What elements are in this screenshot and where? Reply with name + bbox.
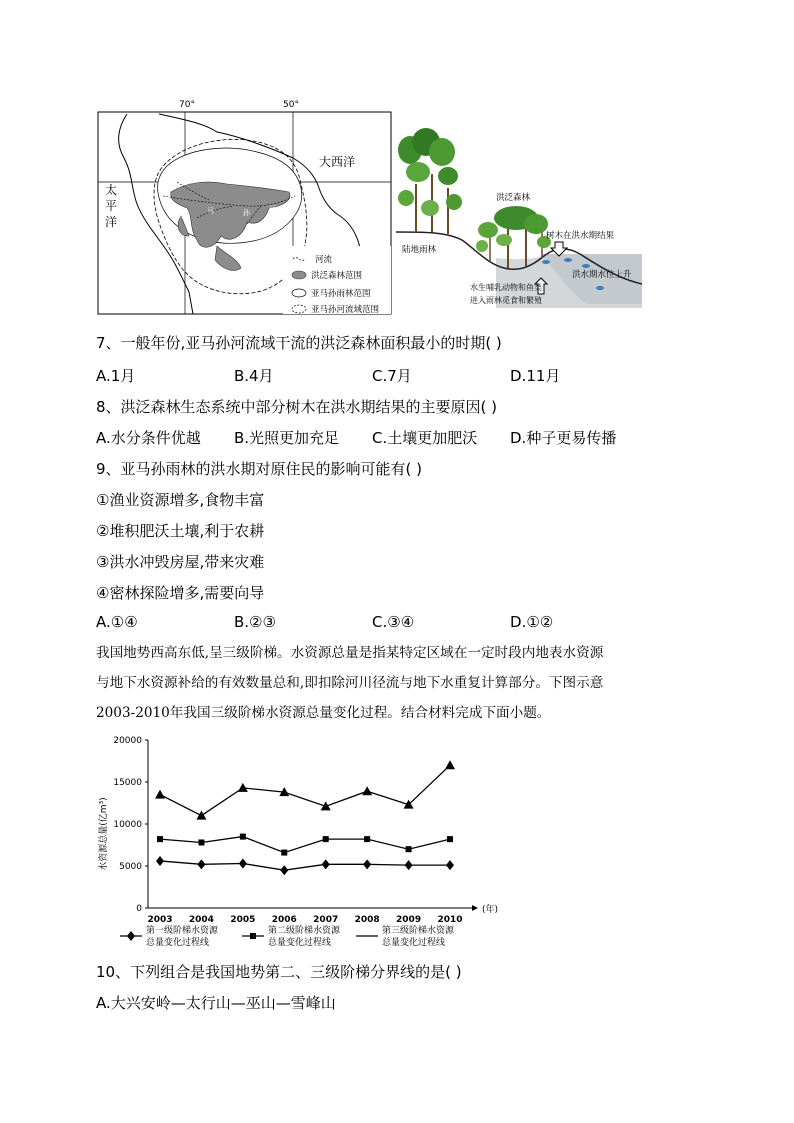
- q9-item-1: ①渔业资源增多,食物丰富: [96, 491, 265, 509]
- triangle-marker: [321, 801, 331, 810]
- triangle-marker: [155, 790, 165, 799]
- q7-option-b: B.4月: [234, 367, 274, 385]
- square-marker: [157, 836, 163, 842]
- x-tick-label: 2007: [313, 915, 339, 925]
- q9-option-c: C.③④: [372, 613, 415, 631]
- q8-stem: 8、洪泛森林生态系统中部分树木在洪水期结果的主要原因( ): [96, 398, 498, 416]
- fish-label-2: 进入雨林觅食和繁殖: [470, 296, 542, 305]
- y-tick-label: 15000: [113, 778, 142, 788]
- legend-basin: 亚马孙河流域范围: [311, 305, 380, 315]
- x-tick-label: 2006: [271, 915, 297, 925]
- pacific-label-1: 太: [105, 183, 118, 197]
- y-tick-label: 20000: [113, 736, 142, 746]
- land-rainforest-label: 陆地雨林: [402, 245, 437, 255]
- q9-stem: 9、亚马孙雨林的洪水期对原住民的影响可能有( ): [96, 460, 423, 478]
- water-rise-label: 洪水期水位上升: [572, 270, 632, 280]
- legend-label-3-a: 第三级阶梯水资源: [382, 926, 455, 936]
- river-char-1: 亚: [175, 211, 182, 219]
- diamond-marker: [156, 856, 164, 866]
- water-resource-chart: [92, 730, 512, 952]
- material-line-2: 与地下水资源补给的有效数量总和,即扣除河川径流与地下水重复计算部分。下图示意: [96, 675, 604, 691]
- material-line-1: 我国地势西高东低,呈三级阶梯。水资源总量是指某特定区域在一定时段内地表水资源: [96, 645, 604, 661]
- x-axis-unit: (年): [482, 905, 499, 915]
- diamond-marker: [127, 931, 135, 941]
- q8-option-b: B.光照更加充足: [234, 429, 340, 447]
- x-tick-label: 2004: [188, 915, 214, 925]
- y-tick-label: 0: [136, 904, 142, 914]
- q8-option-c: C.土壤更加肥沃: [372, 429, 478, 447]
- diamond-marker: [322, 859, 330, 869]
- legend-flood-forest: 洪泛森林范围: [311, 271, 363, 281]
- diamond-marker: [363, 859, 371, 869]
- square-marker: [281, 850, 287, 856]
- q7-option-a: A.1月: [96, 367, 136, 385]
- pacific-label-2: 平: [105, 199, 118, 213]
- square-marker: [250, 933, 256, 939]
- x-tick-label: 2003: [147, 915, 173, 925]
- triangle-marker: [196, 811, 206, 820]
- diamond-marker: [446, 860, 454, 870]
- flood-forest-diagram: [396, 128, 642, 308]
- fruiting-label: 树木在洪水期结果: [546, 231, 615, 241]
- down-arrow-icon: [551, 242, 567, 256]
- y-axis-label: 水资源总量(亿m³): [99, 797, 109, 871]
- q9-option-d: D.①②: [510, 613, 554, 631]
- pacific-label-3: 洋: [105, 215, 118, 229]
- q9-item-2: ②堆积肥沃土壤,利于农耕: [96, 522, 265, 540]
- lon-70-label: 70°: [179, 100, 195, 110]
- river-char-3: 孙: [243, 209, 250, 217]
- q7-stem: 7、一般年份,亚马孙河流域干流的洪泛森林面积最小的时期( ): [96, 334, 502, 352]
- square-marker: [406, 846, 412, 852]
- diamond-marker: [239, 858, 247, 868]
- amazon-map: [97, 96, 393, 316]
- legend-label-2-b: 总量变化过程线: [268, 938, 332, 948]
- square-marker: [240, 834, 246, 840]
- river-char-4: 河: [269, 205, 276, 213]
- x-tick-label: 2005: [230, 915, 256, 925]
- q10-option-a: A.大兴安岭—太行山—巫山—雪峰山: [96, 994, 336, 1012]
- q9-item-3: ③洪水冲毁房屋,带来灾难: [96, 553, 265, 571]
- material-paragraph: [96, 638, 696, 728]
- flood-forest-label: 洪泛森林: [496, 193, 531, 203]
- q9-option-b: B.②③: [234, 613, 276, 631]
- x-tick-label: 2010: [437, 915, 463, 925]
- q10-stem: 10、下列组合是我国地势第二、三级阶梯分界线的是( ): [96, 963, 462, 981]
- q9-option-a: A.①④: [96, 613, 138, 631]
- square-marker: [323, 836, 329, 842]
- x-tick-label: 2009: [396, 915, 422, 925]
- triangle-marker: [362, 786, 372, 795]
- triangle-marker: [445, 760, 455, 769]
- square-marker: [364, 836, 370, 842]
- lon-50-label: 50°: [283, 100, 299, 110]
- q8-option-d: D.种子更易传播: [510, 429, 617, 447]
- legend-rainforest: 亚马孙雨林范围: [311, 289, 371, 299]
- y-tick-label: 10000: [113, 820, 142, 830]
- q7-option-d: D.11月: [510, 367, 561, 385]
- x-axis-arrow: [472, 905, 478, 911]
- diamond-marker: [280, 865, 288, 875]
- triangle-marker: [238, 783, 248, 792]
- atlantic-label: 大西洋: [319, 155, 356, 169]
- legend-label-2-a: 第二级阶梯水资源: [268, 926, 341, 936]
- material-line-3: 2003-2010年我国三级阶梯水资源总量变化过程。结合材料完成下面小题。: [96, 705, 551, 721]
- diamond-marker: [197, 859, 205, 869]
- x-tick-label: 2008: [354, 915, 380, 925]
- q8-option-a: A.水分条件优越: [96, 429, 201, 447]
- fish-label-1: 水生哺乳动物和鱼类: [470, 283, 542, 292]
- y-tick-label: 5000: [119, 862, 142, 872]
- legend-label-1-a: 第一级阶梯水资源: [146, 926, 219, 936]
- land-rainforest-trees: [398, 128, 462, 234]
- legend-label-1-b: 总量变化过程线: [146, 938, 210, 948]
- square-marker: [198, 839, 204, 845]
- legend-label-3-b: 总量变化过程线: [382, 938, 446, 948]
- q7-option-c: C.7月: [372, 367, 412, 385]
- q9-item-4: ④密林探险增多,需要向导: [96, 584, 265, 602]
- river-char-2: 马: [207, 207, 214, 215]
- legend-river: 河流: [315, 255, 333, 265]
- square-marker: [447, 836, 453, 842]
- diamond-marker: [405, 860, 413, 870]
